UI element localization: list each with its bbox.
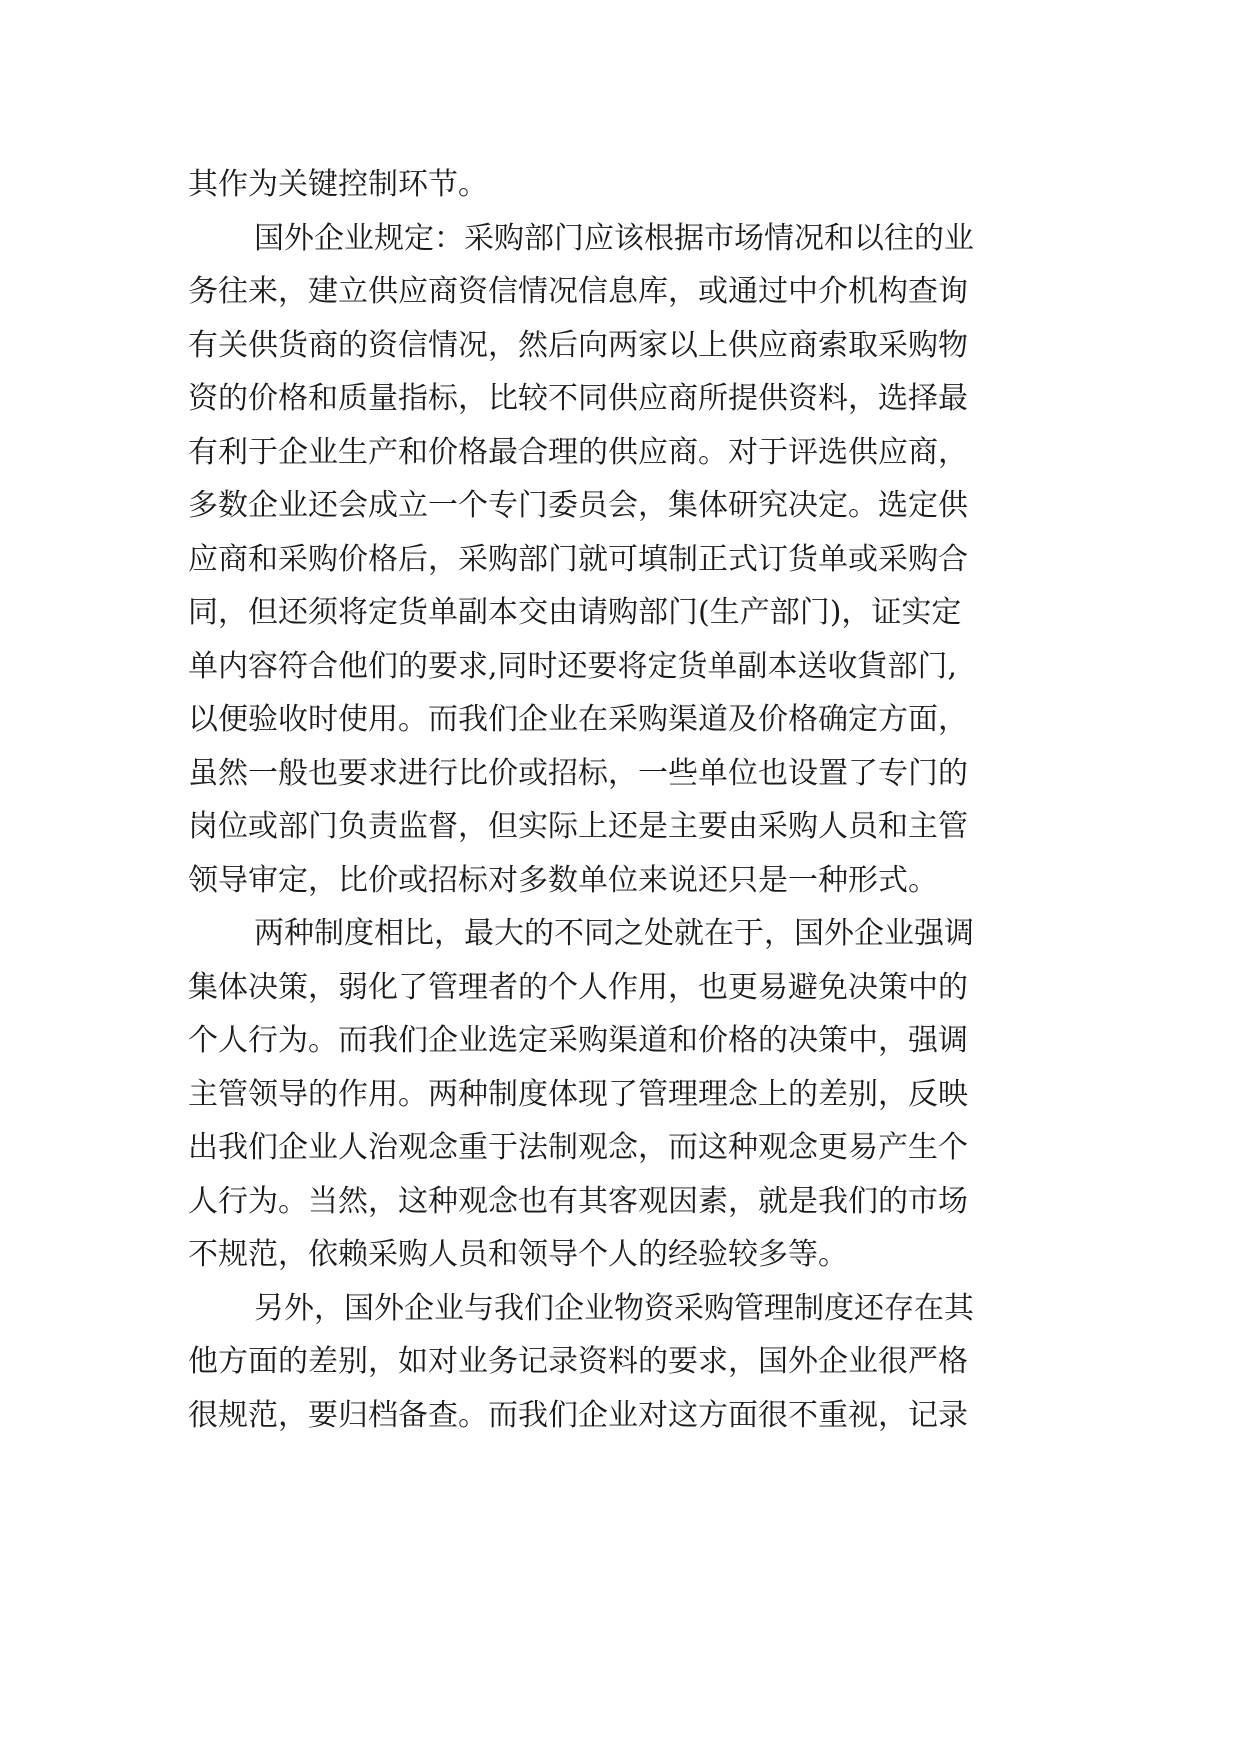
text-line: 同，但还须将定货单副本交由请购部门(生产部门)，证实定 (188, 595, 962, 630)
text-line: 虽然一般也要求进行比价或招标，一些单位也设置了专门的 (188, 755, 968, 791)
text-line: 其作为关键控制环节。 (188, 167, 488, 202)
text-line: 有关供货商的资信情况，然后向两家以上供应商索取采购物 (188, 327, 968, 363)
text-line: 岗位或部门负责监督，但实际上还是主要由采购人员和主管 (188, 809, 968, 844)
text-line: 主管领导的作用。两种制度体现了管理理念上的差别，反映 (188, 1076, 968, 1112)
text-line: 不规范，依赖采购人员和领导个人的经验较多等。 (188, 1237, 848, 1272)
paragraph-first-line: 国外企业规定：采购部门应该根据市场情况和以往的业 (254, 220, 974, 256)
text-line: 很规范，要归档备查。而我们企业对这方面很不重视，记录 (188, 1397, 968, 1433)
text-line: 应商和采购价格后，采购部门就可填制正式订货单或采购合 (188, 541, 968, 577)
paragraph-first-line: 两种制度相比，最大的不同之处就在于，国外企业强调 (254, 916, 974, 951)
body-text (188, 158, 1058, 1442)
text-line: 出我们企业人治观念重于法制观念，而这种观念更易产生个 (188, 1130, 968, 1165)
text-line: 领导审定，比价或招标对多数单位来说还只是一种形式。 (188, 862, 938, 898)
text-line: 多数企业还会成立一个专门委员会，集体研究决定。选定供 (188, 488, 968, 523)
text-line: 务往来，建立供应商资信情况信息库，或通过中介机构查询 (188, 274, 968, 309)
text-line: 资的价格和质量指标，比较不同供应商所提供资料，选择最 (188, 381, 968, 416)
text-line: 以便验收时使用。而我们企业在采购渠道及价格确定方面， (188, 702, 968, 737)
text-line: 集体决策，弱化了管理者的个人作用，也更易避免决策中的 (188, 969, 968, 1005)
text-line: 个人行为。而我们企业选定采购渠道和价格的决策中，强调 (188, 1023, 968, 1058)
text-line: 单内容符合他们的要求,同时还要将定货单副本送收貨部门, (188, 648, 958, 684)
text-line: 他方面的差别，如对业务记录资料的要求，国外企业很严格 (188, 1344, 968, 1379)
text-line: 有利于企业生产和价格最合理的供应商。对于评选供应商， (188, 434, 968, 470)
text-line: 人行为。当然，这种观念也有其客观因素，就是我们的市场 (188, 1183, 968, 1219)
paragraph-first-line: 另外，国外企业与我们企业物资采购管理制度还存在其 (254, 1290, 974, 1326)
